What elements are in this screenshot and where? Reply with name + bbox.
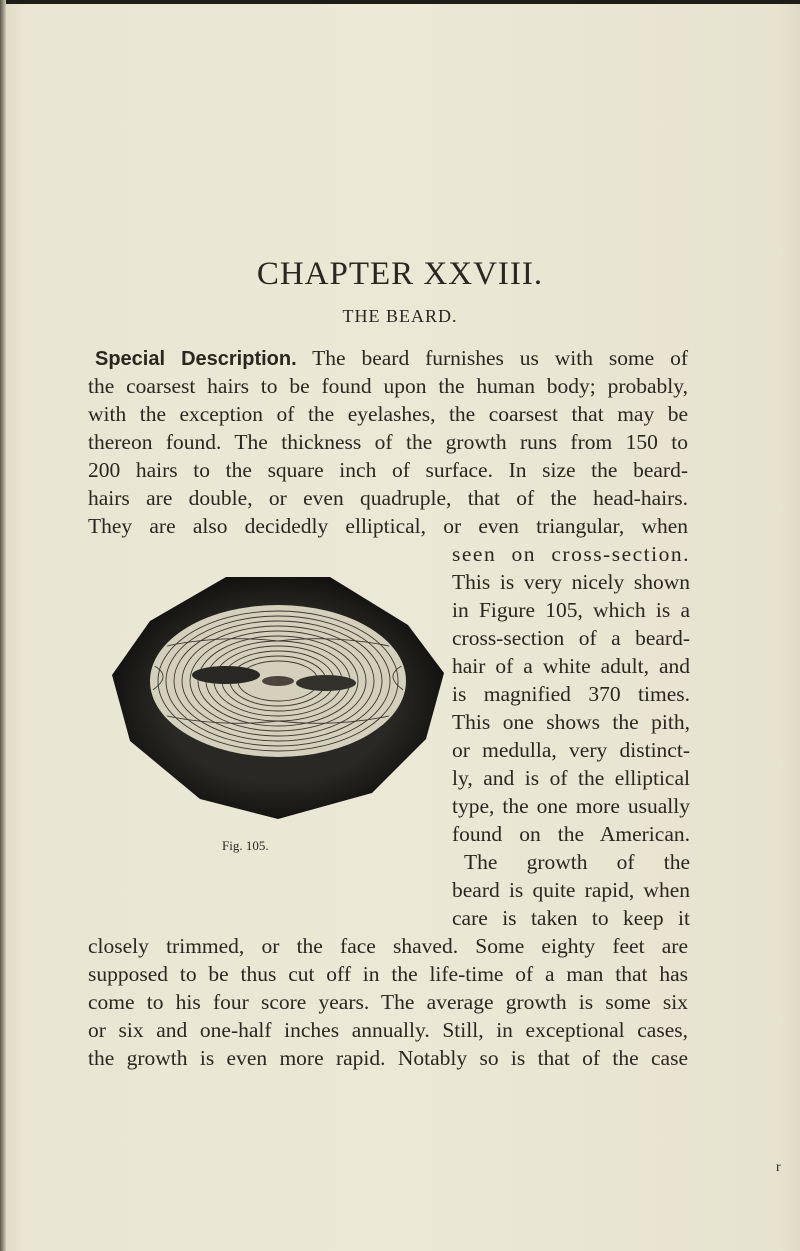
figure-pith-center bbox=[262, 676, 294, 686]
body-line: hairs are double, or even quadruple, that of the head-hairs. bbox=[88, 486, 688, 510]
body-line: come to his four score years. The average growth is some six bbox=[88, 990, 688, 1014]
body-line-side: care is taken to keep it bbox=[452, 906, 690, 930]
body-line: Special Description. The beard furnishes us with some of bbox=[95, 346, 688, 370]
body-line-side: in Figure 105, which is a bbox=[452, 598, 690, 622]
body-line-side: is magnified 370 times. bbox=[452, 682, 690, 706]
body-line-side: hair of a white adult, and bbox=[452, 654, 690, 678]
page-binding-edge bbox=[0, 0, 6, 1251]
paragraph-lead-in: Special Description. bbox=[95, 348, 297, 370]
body-line-side: ly, and is of the elliptical bbox=[452, 766, 690, 790]
body-line: closely trimmed, or the face shaved. Some eighty feet are bbox=[88, 934, 688, 958]
body-line: thereon found. The thickness of the growth runs from 150 to bbox=[88, 430, 688, 454]
body-line: supposed to be thus cut off in the life-time of a man that has bbox=[88, 962, 688, 986]
body-line-side: seen on cross-section. bbox=[452, 542, 690, 566]
hair-cross-section-icon bbox=[108, 563, 448, 821]
figure-caption: Fig. 105. bbox=[222, 838, 269, 853]
body-line-side: cross-section of a beard- bbox=[452, 626, 690, 650]
body-line-side: type, the one more usually bbox=[452, 794, 690, 818]
body-line: 200 hairs to the square inch of surface. In size the beard- bbox=[88, 458, 688, 482]
figure-medulla-left bbox=[192, 666, 260, 684]
body-line: the growth is even more rapid. Notably so is that of the case bbox=[88, 1046, 688, 1070]
body-line-side: This one shows the pith, bbox=[452, 710, 690, 734]
chapter-title: CHAPTER XXVIII. bbox=[256, 256, 544, 292]
body-line-side: found on the American. bbox=[452, 822, 690, 846]
body-line-side: This is very nicely shown bbox=[452, 570, 690, 594]
page-top-edge bbox=[0, 0, 800, 4]
body-line: or six and one-half inches annually. Still, in exceptional cases, bbox=[88, 1018, 688, 1042]
body-line-side: The growth of the bbox=[464, 850, 690, 874]
body-line: with the exception of the eyelashes, the coarsest that may be bbox=[88, 402, 688, 426]
body-line: They are also decidedly elliptical, or even triangular, when bbox=[88, 514, 688, 538]
body-line: the coarsest hairs to be found upon the human body; probably, bbox=[88, 374, 688, 398]
figure-medulla-right bbox=[296, 675, 356, 691]
body-line-side: or medulla, very distinct- bbox=[452, 738, 690, 762]
body-line-side: beard is quite rapid, when bbox=[452, 878, 690, 902]
footer-mark: r bbox=[776, 1160, 781, 1175]
section-title: THE BEARD. bbox=[342, 306, 458, 326]
